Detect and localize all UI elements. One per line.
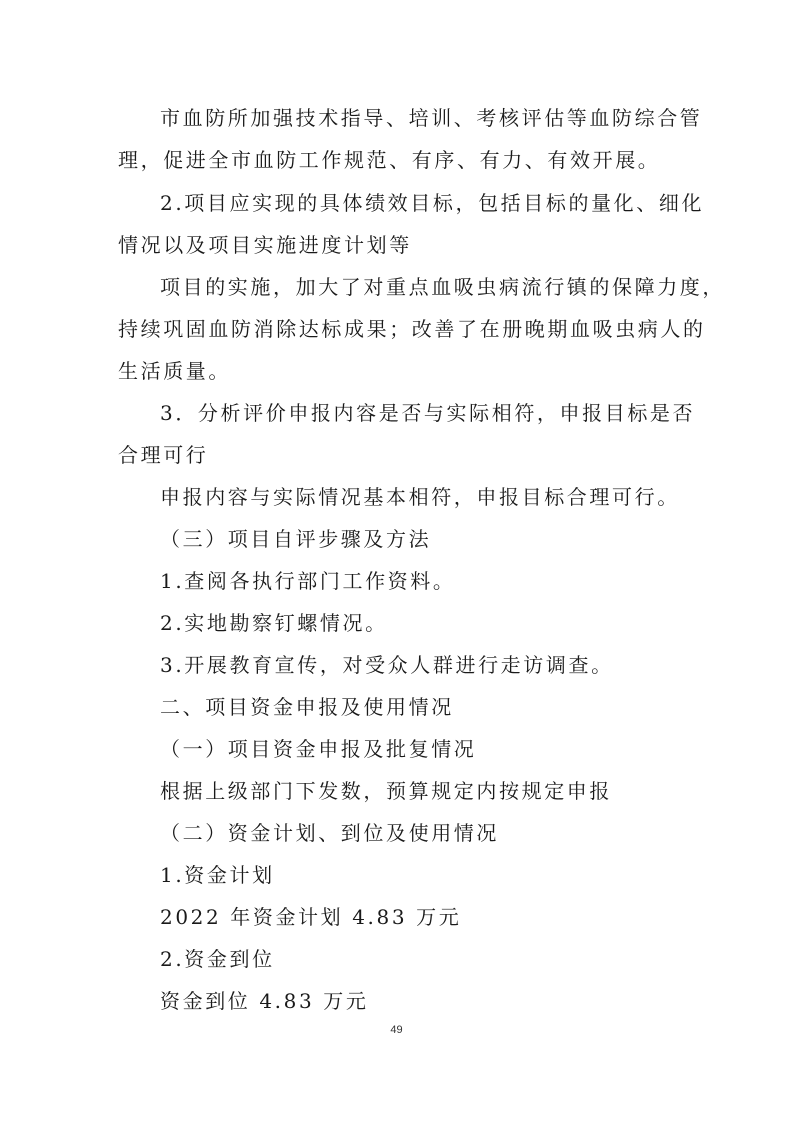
text-line: 项目的实施，加大了对重点血吸虫病流行镇的保障力度， xyxy=(160,275,725,299)
text-line: 2022 年资金计划 4.83 万元 xyxy=(160,905,462,929)
text-line: 2.实地勘察钉螺情况。 xyxy=(160,611,388,635)
text-line: 申报内容与实际情况基本相符，申报目标合理可行。 xyxy=(160,485,680,509)
section-heading: （一）项目资金申报及批复情况 xyxy=(160,737,477,761)
text-line: 2.项目应实现的具体绩效目标，包括目标的量化、细化 xyxy=(160,191,705,215)
text-line: 1.资金计划 xyxy=(160,863,275,887)
page-number: 49 xyxy=(390,1024,403,1036)
text-line: 资金到位 4.83 万元 xyxy=(160,989,369,1013)
text-line: 3．分析评价申报内容是否与实际相符，申报目标是否 xyxy=(160,401,696,425)
text-line: 情况以及项目实施进度计划等 xyxy=(118,233,412,257)
text-line: 根据上级部门下发数，预算规定内按规定申报 xyxy=(160,779,612,803)
text-line: 持续巩固血防消除达标成果；改善了在册晚期血吸虫病人的 xyxy=(118,317,706,341)
text-line: 市血防所加强技术指导、培训、考核评估等血防综合管 xyxy=(160,106,703,130)
text-line: 理，促进全市血防工作规范、有序、有力、有效开展。 xyxy=(118,148,661,172)
section-heading: （三）项目自评步骤及方法 xyxy=(160,527,432,551)
section-heading: 二、项目资金申报及使用情况 xyxy=(160,695,454,719)
text-line: 3.开展教育宣传，对受众人群进行走访调查。 xyxy=(160,653,614,677)
text-line: 生活质量。 xyxy=(118,359,231,383)
section-heading: （二）资金计划、到位及使用情况 xyxy=(160,821,499,845)
text-line: 2.资金到位 xyxy=(160,947,275,971)
text-line: 合理可行 xyxy=(118,443,209,467)
text-line: 1.查阅各执行部门工作资料。 xyxy=(160,569,456,593)
